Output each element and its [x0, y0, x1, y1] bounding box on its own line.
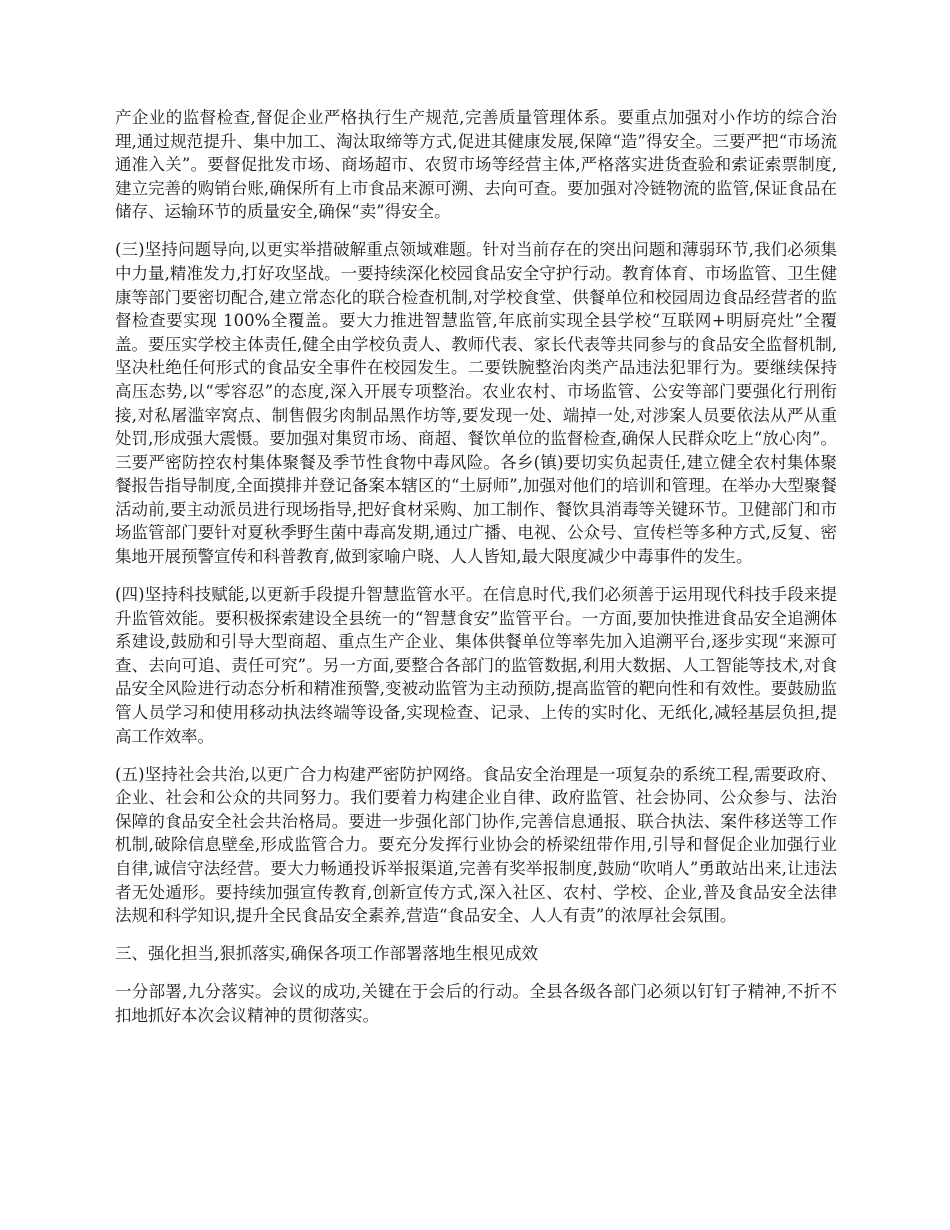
paragraph-section-4-technology: (四)坚持科技赋能,以更新手段提升智慧监管水平。在信息时代,我们必须善于运用现代科技手段来提升监管效能。要积极探索建设全县统一的“智慧食安”监管平台。一方面,要加快推进食品安全追溯体系建设,鼓励和引导大型商超、重点生产企业、集体供餐单位等率先加入追溯平台,逐步实现“来源可查、去向可追、责任可究”。另一方面,要整合各部门的监管数据,利用大数据、人工智能等技术,对食品安全风险进行动态分析和精准预警,变被动监管为主动预防,提高监管的靶向性和有效性。要鼓励监管人员学习和使用移动执法终端等设备,实现检查、记录、上传的实时化、无纸化,减轻基层负担,提高工作效率。 [115, 585, 837, 746]
paragraph-supervision-continued: 产企业的监督检查,督促企业严格执行生产规范,完善质量管理体系。要重点加强对小作坊的综合治理,通过规范提升、集中加工、淘汰取缔等方式,促进其健康发展,保障“造”得安全。三要严把“市场流通准入关”。要督促批发市场、商场超市、农贸市场等经营主体,严格落实进货查验和索证索票制度,建立完善的购销台账,确保所有上市食品来源可溯、去向可查。要加强对冷链物流的监管,保证食品在储存、运输环节的质量安全,确保“卖”得安全。 [115, 108, 837, 222]
paragraph-section-3-problem-oriented: (三)坚持问题导向,以更实举措破解重点领域难题。针对当前存在的突出问题和薄弱环节,我们必须集中力量,精准发力,打好攻坚战。一要持续深化校园食品安全守护行动。教育体育、市场监管、卫生健康等部门要密切配合,建立常态化的联合检查机制,对学校食堂、供餐单位和校园周边食品经营者的监督检查要实现 100%全覆盖。要大力推进智慧监管,年底前实现全县学校“互联网+明厨亮灶”全覆盖。要压实学校主体责任,健全由学校负责人、教师代表、家长代表等共同参与的食品安全监督机制,坚决杜绝任何形式的食品安全事件在校园发生。二要铁腕整治肉类产品违法犯罪行为。要继续保持高压态势,以“零容忍”的态度,深入开展专项整治。农业农村、市场监管、公安等部门要强化行刑衔接,对私屠滥宰窝点、制售假劣肉制品黑作坊等,要发现一处、端掉一处,对涉案人员要依法从严从重处罚,形成强大震慑。要加强对集贸市场、商超、餐饮单位的监督检查,确保人民群众吃上“放心肉”。三要严密防控农村集体聚餐及季节性食物中毒风险。各乡(镇)要切实负起责任,建立健全农村集体聚餐报告指导制度,全面摸排并登记备案本辖区的“土厨师”,加强对他们的培训和管理。在举办大型聚餐活动前,要主动派员进行现场指导,把好食材采购、加工制作、餐饮具消毒等关键环节。卫健部门和市场监管部门要针对夏秋季野生菌中毒高发期,通过广播、电视、公众号、宣传栏等多种方式,反复、密集地开展预警宣传和科普教育,做到家喻户晓、人人皆知,最大限度减少中毒事件的发生。 [115, 240, 837, 567]
paragraph-implementation: 一分部署,九分落实。会议的成功,关键在于会后的行动。全县各级各部门必须以钉钉子精神,不折不扣地抓好本次会议精神的贯彻落实。 [115, 982, 837, 1025]
section-heading-three: 三、强化担当,狠抓落实,确保各项工作部署落地生根见成效 [115, 944, 538, 964]
paragraph-section-5-social-governance: (五)坚持社会共治,以更广合力构建严密防护网络。食品安全治理是一项复杂的系统工程,需要政府、企业、社会和公众的共同努力。我们要着力构建企业自律、政府监管、社会协同、公众参与、法治保障的食品安全社会共治格局。要进一步强化部门协作,完善信息通报、联合执法、案件移送等工作机制,破除信息壁垒,形成监管合力。要充分发挥行业协会的桥梁纽带作用,引导和督促企业加强行业自律,诚信守法经营。要大力畅通投诉举报渠道,完善有奖举报制度,鼓励“吹哨人”勇敢站出来,让违法者无处遁形。要持续加强宣传教育,创新宣传方式,深入社区、农村、学校、企业,普及食品安全法律法规和科学知识,提升全民食品安全素养,营造“食品安全、人人有责”的浓厚社会氛围。 [115, 764, 837, 926]
document-body [115, 106, 837, 1042]
